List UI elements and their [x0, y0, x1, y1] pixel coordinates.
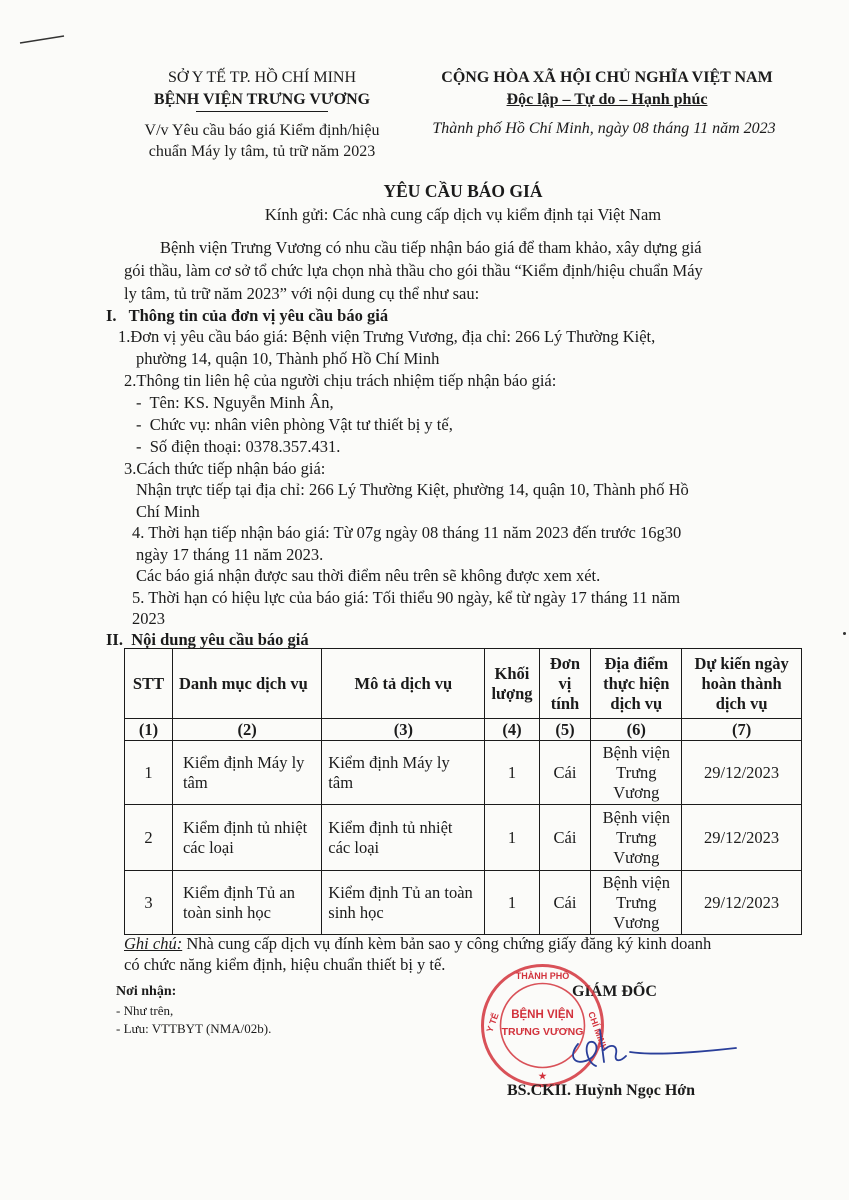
subject-line-1: V/v Yêu cầu báo giá Kiểm định/hiệu: [144, 122, 380, 139]
row-description: Kiểm định Tủ an toàn sinh học: [322, 871, 485, 935]
row-description: Kiểm định tủ nhiệt các loại: [322, 805, 485, 871]
section-1-item-2: 2.Thông tin liên hệ của người chịu trách nhiệm tiếp nhận báo giá:: [124, 371, 557, 390]
svg-text:★: ★: [538, 1071, 547, 1081]
note-text: Nhà cung cấp dịch vụ đính kèm bản sao y công chứng giấy đăng ký kinh doanh: [182, 934, 712, 953]
intro-line-2: gói thầu, làm cơ sở tổ chức lựa chọn nhà thầu cho gói thầu “Kiểm định/hiệu chuẩn Máy: [124, 261, 703, 280]
section-1-item-4-line-3: Các báo giá nhận được sau thời điểm nêu trên sẽ không được xem xét.: [136, 566, 601, 585]
signature-title: GIÁM ĐỐC: [572, 983, 657, 1000]
row-unit: Cái: [539, 805, 591, 871]
section-1-heading: I. Thông tin của đơn vị yêu cầu báo giá: [106, 306, 389, 325]
ministry-name: SỞ Y TẾ TP. HỒ CHÍ MINH: [167, 69, 356, 86]
row-service: Kiểm định Máy ly tâm: [172, 741, 321, 805]
contact-phone: - Số điện thoại: 0378.357.431.: [136, 437, 341, 456]
row-date: 29/12/2023: [682, 805, 802, 871]
row-stt: 2: [125, 805, 173, 871]
svg-text:CHÍ MINH: CHÍ MINH: [586, 1010, 610, 1053]
col-number: (7): [682, 719, 802, 741]
col-number: (4): [485, 719, 539, 741]
greeting: Kính gửi: Các nhà cung cấp dịch vụ kiểm định tại Việt Nam: [264, 205, 662, 224]
director-signature: [560, 1022, 740, 1082]
row-location: Bệnh viện Trưng Vương: [591, 871, 682, 935]
document-title: YÊU CẦU BÁO GIÁ: [383, 181, 543, 201]
contact-position: - Chức vụ: nhân viên phòng Vật tư thiết bị y tế,: [136, 415, 453, 434]
svg-text:THÀNH PHỐ: THÀNH PHỐ: [515, 971, 570, 981]
table-column-number-row: [125, 719, 802, 741]
row-date: 29/12/2023: [682, 741, 802, 805]
col-number: (3): [322, 719, 485, 741]
row-unit: Cái: [539, 871, 591, 935]
table-header-row: [125, 649, 802, 719]
header-service: Danh mục dịch vụ: [172, 649, 321, 719]
col-number: (5): [539, 719, 591, 741]
row-location: Bệnh viện Trưng Vương: [591, 741, 682, 805]
row-service: Kiểm định Tủ an toàn sinh học: [172, 871, 321, 935]
section-1-item-5-line-2: 2023: [132, 609, 165, 628]
table-row: [125, 741, 802, 805]
header-completion-date: Dự kiến ngày hoàn thành dịch vụ: [682, 649, 802, 719]
hospital-underline: [196, 111, 328, 112]
row-date: 29/12/2023: [682, 871, 802, 935]
intro-line-1: Bệnh viện Trưng Vương có nhu cầu tiếp nhận báo giá để tham khảo, xây dựng giá: [160, 238, 702, 257]
hospital-name: BỆNH VIỆN TRƯNG VƯƠNG: [153, 91, 371, 108]
col-number: (6): [591, 719, 682, 741]
col-number: (1): [125, 719, 173, 741]
section-1-item-4-line-2: ngày 17 tháng 11 năm 2023.: [136, 545, 324, 564]
row-quantity: 1: [485, 741, 539, 805]
section-1-item-1-line-2: phường 14, quận 10, Thành phố Hồ Chí Minh: [136, 349, 440, 368]
header-quantity: Khối lượng: [485, 649, 539, 719]
section-1-item-3: 3.Cách thức tiếp nhận báo giá:: [124, 459, 326, 478]
section-1-item-3-line-1: Nhận trực tiếp tại địa chỉ: 266 Lý Thường Kiệt, phường 14, quận 10, Thành phố Hồ: [136, 480, 689, 499]
margin-dot: [843, 632, 846, 635]
national-title: CỘNG HÒA XÃ HỘI CHỦ NGHĨA VIỆT NAM: [441, 69, 773, 86]
national-motto: Độc lập – Tự do – Hạnh phúc: [506, 91, 708, 108]
header-location: Địa điểm thực hiện dịch vụ: [591, 649, 682, 719]
document-date: Thành phố Hồ Chí Minh, ngày 08 tháng 11 năm 2023: [432, 120, 776, 137]
row-quantity: 1: [485, 871, 539, 935]
section-2-heading: II. Nội dung yêu cầu báo giá: [106, 630, 309, 649]
col-number: (2): [172, 719, 321, 741]
header-stt: STT: [125, 649, 173, 719]
row-description: Kiểm định Máy ly tâm: [322, 741, 485, 805]
row-unit: Cái: [539, 741, 591, 805]
section-1-item-5-line-1: 5. Thời hạn có hiệu lực của báo giá: Tối thiểu 90 ngày, kể từ ngày 17 tháng 11 năm: [132, 588, 681, 607]
note-line-2: có chức năng kiểm định, hiệu chuẩn thiết bị y tế.: [124, 955, 446, 974]
service-table: [124, 648, 802, 935]
note-line-1: [124, 934, 711, 954]
svg-text:Y TẾ: Y TẾ: [484, 1011, 501, 1034]
row-stt: 3: [125, 871, 173, 935]
row-quantity: 1: [485, 805, 539, 871]
contact-name: - Tên: KS. Nguyễn Minh Ân,: [136, 393, 334, 412]
pen-mark: [18, 32, 68, 46]
row-service: Kiểm định tủ nhiệt các loại: [172, 805, 321, 871]
note-label: Ghi chú:: [124, 934, 183, 953]
recipient-line-1: - Như trên,: [116, 1003, 174, 1018]
row-stt: 1: [125, 741, 173, 805]
svg-text:BỆNH VIỆN: BỆNH VIỆN: [511, 1009, 574, 1021]
svg-text:TRƯNG VƯƠNG: TRƯNG VƯƠNG: [501, 1026, 584, 1038]
table-row: [125, 871, 802, 935]
recipients-heading: Nơi nhận:: [116, 984, 177, 999]
header-unit: Đơn vị tính: [539, 649, 591, 719]
section-1-item-3-line-2: Chí Minh: [136, 502, 200, 521]
header-description: Mô tả dịch vụ: [322, 649, 485, 719]
recipient-line-2: - Lưu: VTTBYT (NMA/02b).: [116, 1021, 272, 1036]
intro-line-3: ly tâm, tủ trữ năm 2023” với nội dung cụ thể như sau:: [124, 284, 480, 303]
subject-line-2: chuẩn Máy ly tâm, tủ trữ năm 2023: [148, 143, 376, 160]
section-1-item-1-line-1: 1.Đơn vị yêu cầu báo giá: Bệnh viện Trưng Vương, địa chỉ: 266 Lý Thường Kiệt,: [118, 327, 656, 346]
section-1-item-4-line-1: 4. Thời hạn tiếp nhận báo giá: Từ 07g ngày 08 tháng 11 năm 2023 đến trước 16g30: [132, 523, 682, 542]
row-location: Bệnh viện Trưng Vương: [591, 805, 682, 871]
signatory-name: BS.CKII. Huỳnh Ngọc Hớn: [507, 1082, 696, 1099]
table-row: [125, 805, 802, 871]
